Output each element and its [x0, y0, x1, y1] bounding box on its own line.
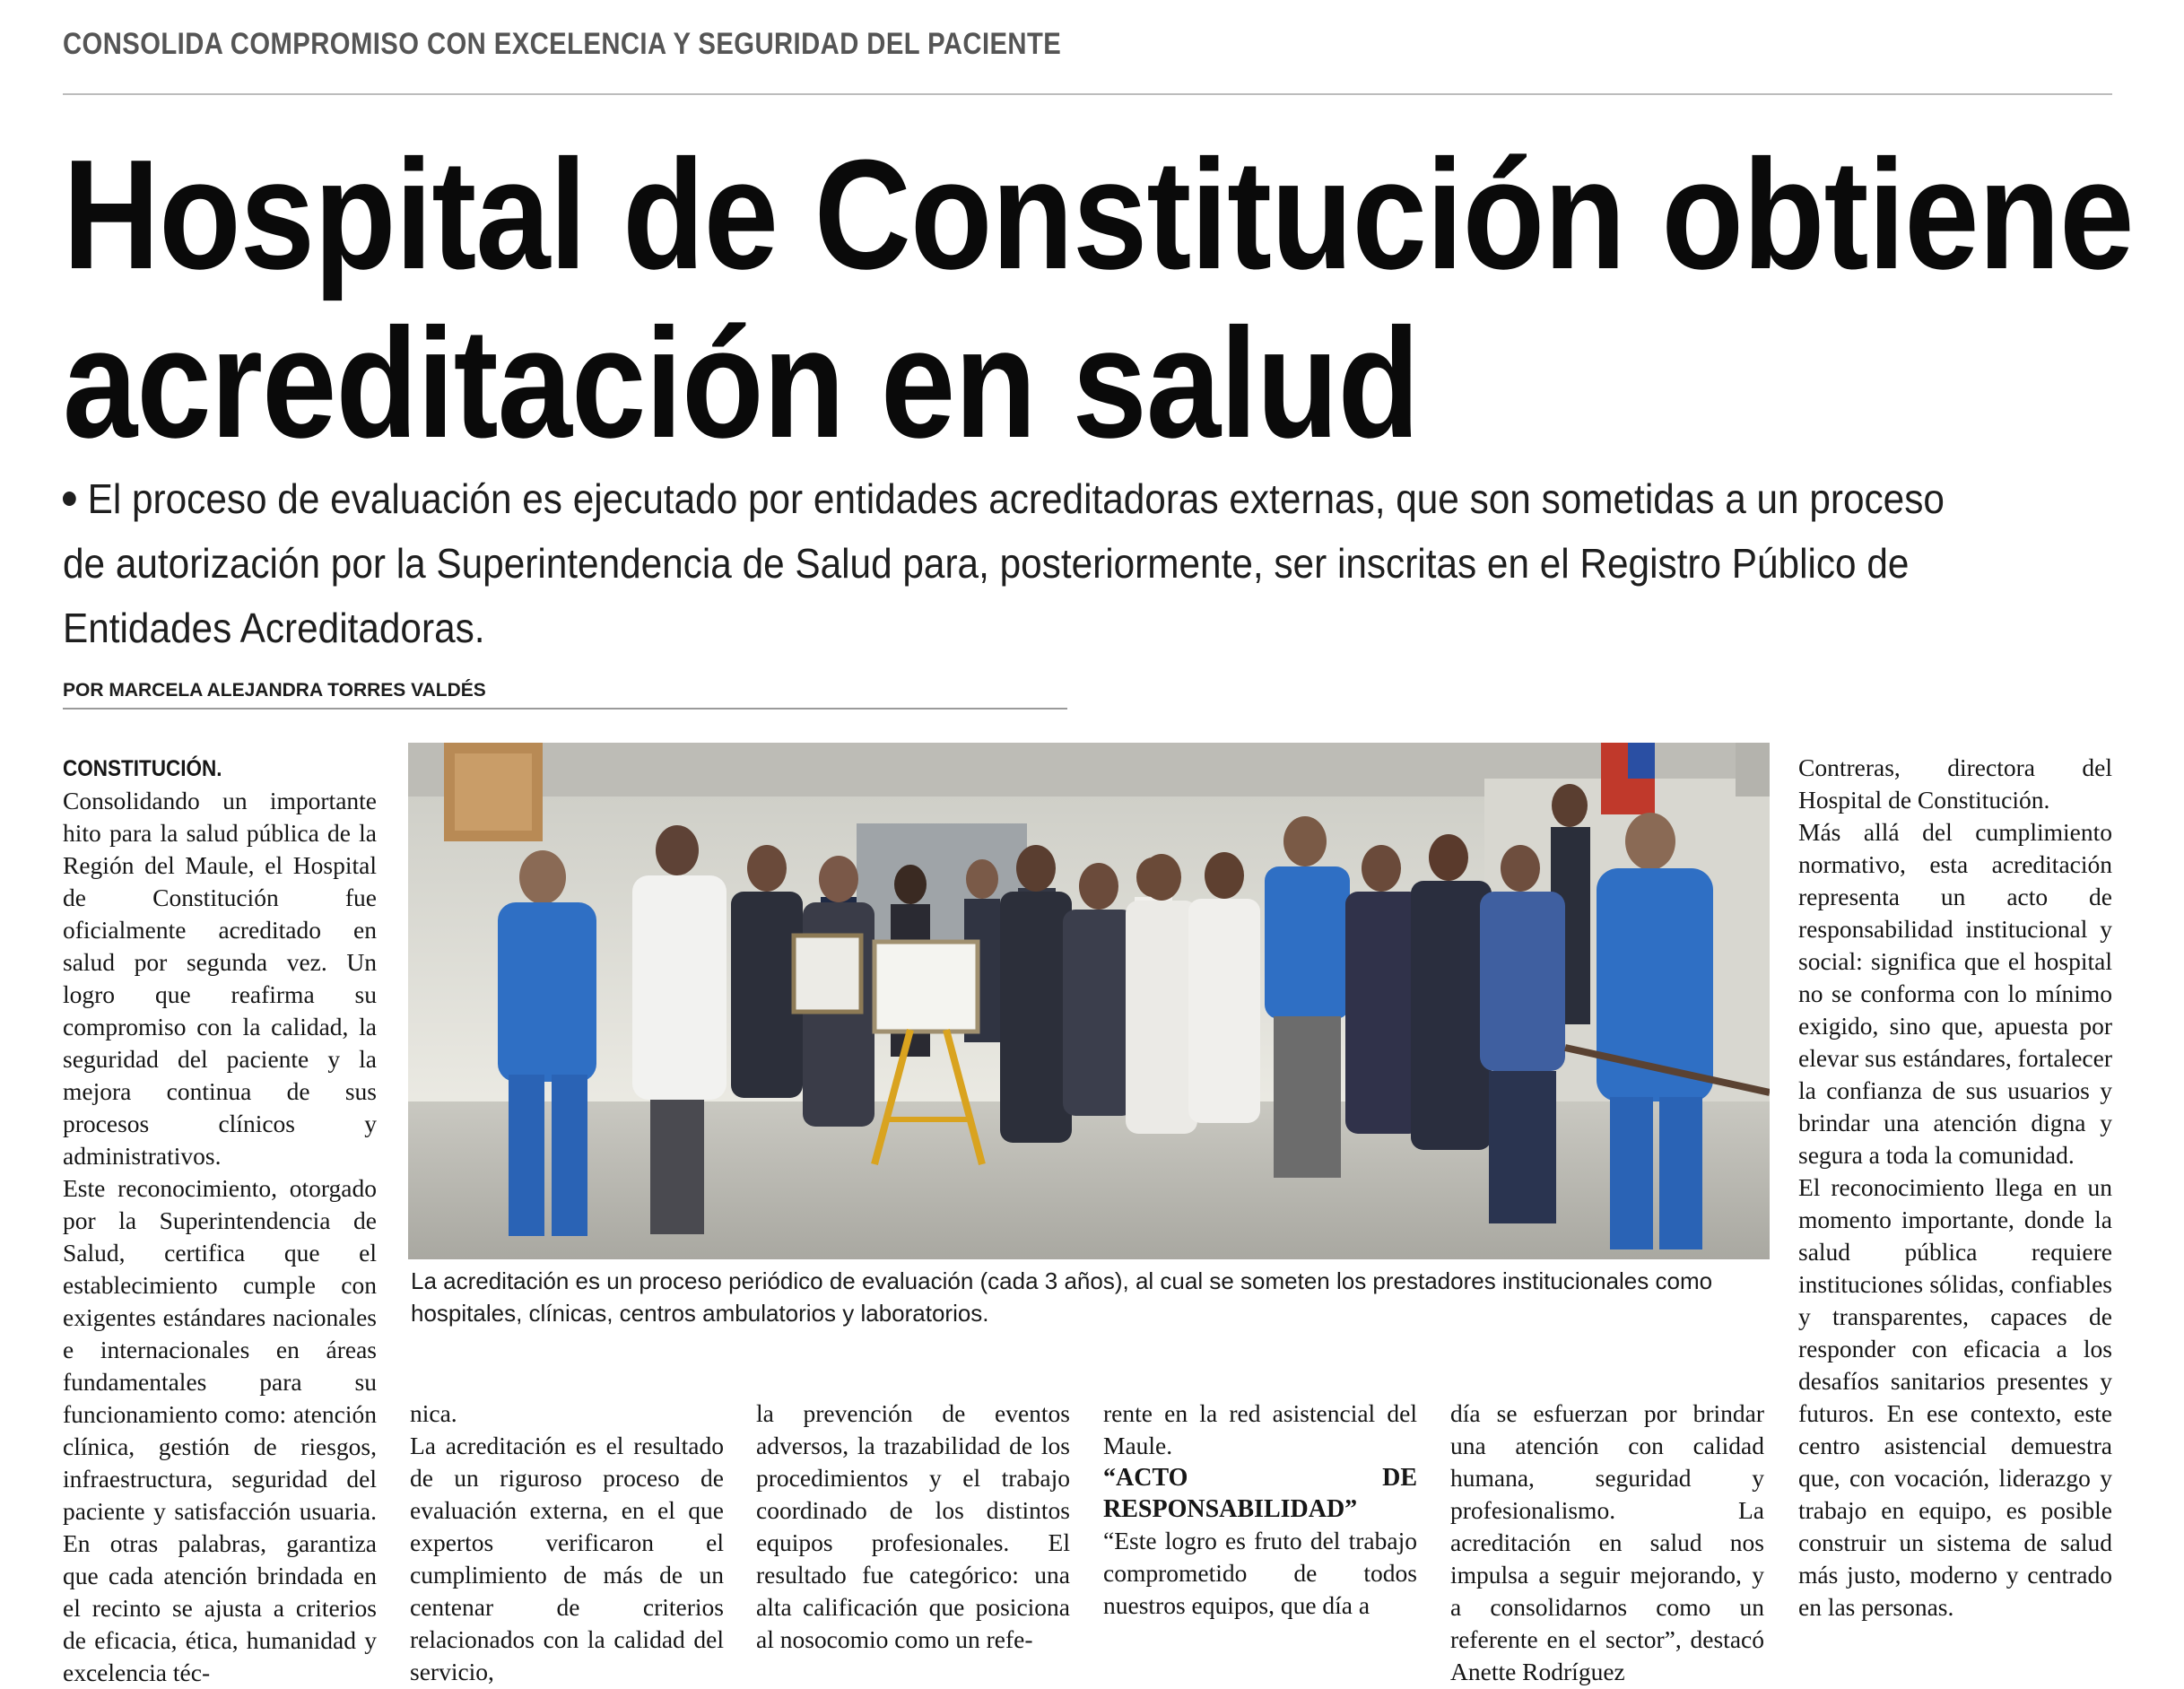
group-photo — [408, 743, 1770, 1259]
subheading: “ACTO DE RESPONSABILIDAD” — [1103, 1464, 1417, 1523]
col4-paragraph-1: rente en la red asistencial del Maule. — [1103, 1399, 1417, 1459]
col2-paragraph-1: nica. — [410, 1399, 457, 1427]
col1-paragraph-2: Este reconocimiento, otorgado por la Superintendencia de Salud, certifica que el establecimiento cumple con exigentes estándares nacionales e internacionales en áreas fundamentales para su funcionamiento como: atención clínica, gestión de riesgos, infraestructura, seguridad del paciente y satisfacción usuaria. En otras palabras, garantiza que cada atención brindada en el recinto se ajusta a criterios de eficacia, ética, humanidad y excelencia téc- — [63, 1174, 377, 1686]
col5-paragraph-1: día se esfuerzan por brindar una atención con calidad humana, seguridad y profesionalismo. La acreditación en salud nos impulsa a seguir mejorando, y a consolidarnos como un referente en el sector”, destacó Anette Rodríguez — [1450, 1399, 1764, 1685]
photo-caption: La acreditación es un proceso periódico de evaluación (cada 3 años), al cual se someten los prestadores institucionales como hospitales, clínicas, centros ambulatorios y laboratorios. — [411, 1267, 1713, 1327]
column-2 — [410, 1397, 724, 1688]
ac-unit — [1736, 743, 1770, 797]
col6-paragraph-1: Contreras, directora del Hospital de Constitución. — [1798, 753, 2112, 814]
bullet-icon — [63, 492, 76, 506]
lead-paragraph — [63, 466, 1986, 660]
col1-paragraph-1 — [63, 752, 377, 1172]
headline — [63, 126, 2134, 470]
col3-paragraph-1: la prevención de eventos adversos, la trazabilidad de los procedimientos y el trabajo coordinado de los distintos equipos profesionales. El resultado fue categórico: una alta calificación que posiciona al nosocomio como un refe- — [756, 1399, 1070, 1653]
byline-rule — [63, 708, 1067, 710]
column-5 — [1450, 1397, 1764, 1688]
top-rule — [63, 93, 2112, 95]
group-photo-illustration — [408, 743, 1770, 1259]
col4-paragraph-2: “Este logro es fruto del trabajo comprometido de todos nuestros equipos, que día a — [1103, 1527, 1417, 1619]
kicker: CONSOLIDA COMPROMISO CON EXCELENCIA Y SEGURIDAD DEL PACIENTE — [63, 27, 1062, 61]
flag-canton — [1628, 743, 1655, 779]
column-3 — [756, 1397, 1070, 1656]
wall-plaque-inner — [455, 753, 532, 831]
dateline: CONSTITUCIÓN. — [63, 756, 222, 781]
lead-text: El proceso de evaluación es ejecutado por entidades acreditadoras externas, que son sometidas a un proceso de autorización por la Superintendencia de Salud para, posteriormente, ser inscritas en el Registro Público de Entidades Acreditadoras. — [63, 475, 1945, 651]
column-6 — [1798, 752, 2112, 1624]
byline: POR MARCELA ALEJANDRA TORRES VALDÉS — [63, 680, 486, 701]
col6-paragraph-3: El reconocimiento llega en un momento importante, donde la salud pública requiere instituciones sólidas, confiables y transparentes, capaces de responder con eficacia a los desafíos sanitarios presentes y futuros. En ese contexto, este centro asistencial demuestra que, con vocación, liderazgo y trabajo en equipo, es posible construir un sistema de salud más justo, moderno y centrado en las personas. — [1798, 1173, 2112, 1621]
column-1 — [63, 752, 377, 1689]
col6-paragraph-2: Más allá del cumplimiento normativo, esta acreditación representa un acto de responsabilidad institucional y social: significa que el hospital no se conforma con lo mínimo exigido, sino que, apuesta por elevar sus estándares, fortalecer la confianza de sus usuarios y brindar una atención digna y segura a toda la comunidad. — [1798, 818, 2112, 1169]
col2-paragraph-2: La acreditación es el resultado de un riguroso proceso de evaluación externa, en el que expertos verificaron el cumplimiento de más de un centenar de criterios relacionados con la calidad del servicio, — [410, 1432, 724, 1685]
column-4 — [1103, 1397, 1417, 1622]
headline-line-2: acreditación en salud — [63, 295, 1420, 470]
col1-p1-text: Consolidando un importante hito para la salud pública de la Región del Maule, el Hospital de Constitución fue oficialmente acreditado en salud por segunda vez. Un logro que reafirma su compromiso con la calidad, la seguridad del paciente y la mejora continua de sus procesos clínicos y administrativos. — [63, 787, 377, 1170]
headline-line-1: Hospital de Constitución obtiene — [63, 126, 2134, 301]
floor — [408, 1101, 1770, 1259]
